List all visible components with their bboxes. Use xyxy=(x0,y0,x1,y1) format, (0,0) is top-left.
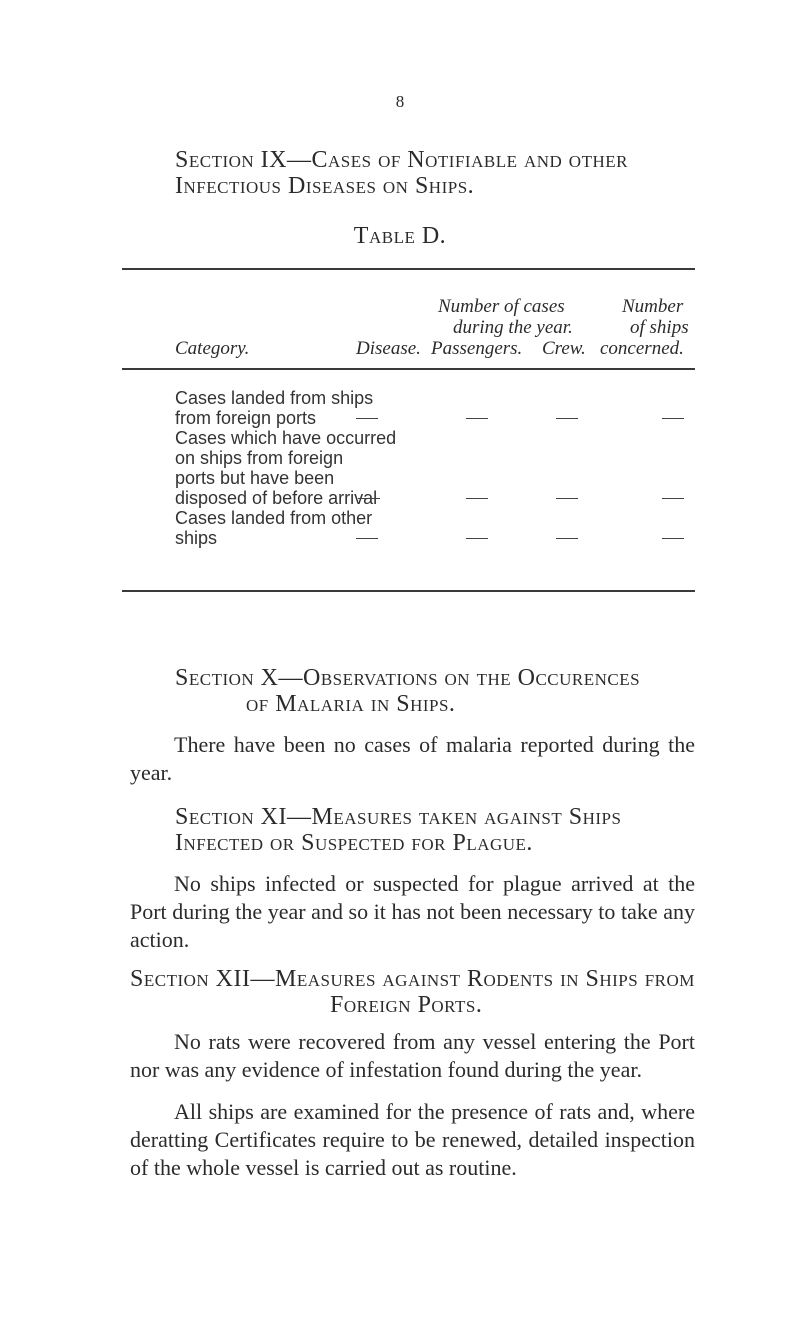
table-row-1-category-line1: Cases landed from ships xyxy=(175,388,374,408)
row-3-ships-dash xyxy=(662,538,684,539)
table-top-rule xyxy=(122,268,695,270)
row-3-crew-dash xyxy=(556,538,578,539)
section-xi-heading-line1: Section XI—Measures taken against Ships xyxy=(175,804,622,830)
section-ix-heading-line1: Section IX—Cases of Notifiable and other xyxy=(175,147,628,173)
section-ix-heading-line2: Infectious Diseases on Ships. xyxy=(175,173,475,199)
header-during-year: during the year. xyxy=(453,317,573,338)
table-row-3-category-line1: Cases landed from other xyxy=(175,508,373,528)
header-of-ships: of ships xyxy=(630,317,689,338)
table-row-2-category-line4: disposed of before arrival xyxy=(175,488,378,508)
section-xi-paragraph: No ships infected or suspected for plague arrived at the Port during the year and so it has not been necessary to take any action. xyxy=(130,871,695,952)
section-xii-paragraph-block xyxy=(130,1028,695,1182)
section-xi-paragraph-block xyxy=(130,870,695,954)
header-disease: Disease. xyxy=(356,338,421,359)
table-row-3-category-line2: ships xyxy=(175,528,218,548)
header-category: Category. xyxy=(175,338,250,359)
table-d-title: Table D. xyxy=(353,223,447,249)
table-header-rule xyxy=(122,368,695,370)
header-concerned: concerned. xyxy=(600,338,684,359)
section-xii-paragraph-2: All ships are examined for the presence of rats and, where deratting Certificates require to be renewed, detailed inspection of the whole vessel is carried out as routine. xyxy=(130,1099,695,1180)
header-number: Number xyxy=(622,296,684,317)
row-2-crew-dash xyxy=(556,498,578,499)
row-3-passengers-dash xyxy=(466,538,488,539)
page-number: 8 xyxy=(395,92,405,111)
section-xii-paragraph-1: No rats were recovered from any vessel entering the Port nor was any evidence of infestation found during the year. xyxy=(130,1029,695,1082)
row-1-disease-dash xyxy=(356,418,378,419)
section-x-heading-line2: of Malaria in Ships. xyxy=(246,691,456,717)
row-2-ships-dash xyxy=(662,498,684,499)
row-1-passengers-dash xyxy=(466,418,488,419)
header-crew: Crew. xyxy=(542,338,586,359)
row-2-disease-dash xyxy=(358,498,380,499)
section-x-paragraph-block xyxy=(130,731,695,787)
table-bottom-rule xyxy=(122,590,695,592)
section-xii-heading-line1: Section XII—Measures against Rodents in Ships from xyxy=(130,966,695,992)
row-3-disease-dash xyxy=(356,538,378,539)
table-row-1-category-line2: from foreign ports xyxy=(175,408,317,428)
table-row-2-category-line2: on ships from foreign xyxy=(175,448,344,468)
row-1-crew-dash xyxy=(556,418,578,419)
header-number-of-cases: Number of cases xyxy=(438,296,565,317)
section-xii-heading-line2: Foreign Ports. xyxy=(330,992,483,1018)
section-xi-heading-line2: Infected or Suspected for Plague. xyxy=(175,830,533,856)
header-passengers: Passengers. xyxy=(431,338,523,359)
section-x-heading-line1: Section X—Observations on the Occurences xyxy=(175,665,641,691)
row-2-passengers-dash xyxy=(466,498,488,499)
section-x-paragraph: There have been no cases of malaria reported during the year. xyxy=(130,732,695,785)
row-1-ships-dash xyxy=(662,418,684,419)
table-row-2-category-line3: ports but have been xyxy=(175,468,335,488)
table-row-2-category-line1: Cases which have occurred xyxy=(175,428,397,448)
